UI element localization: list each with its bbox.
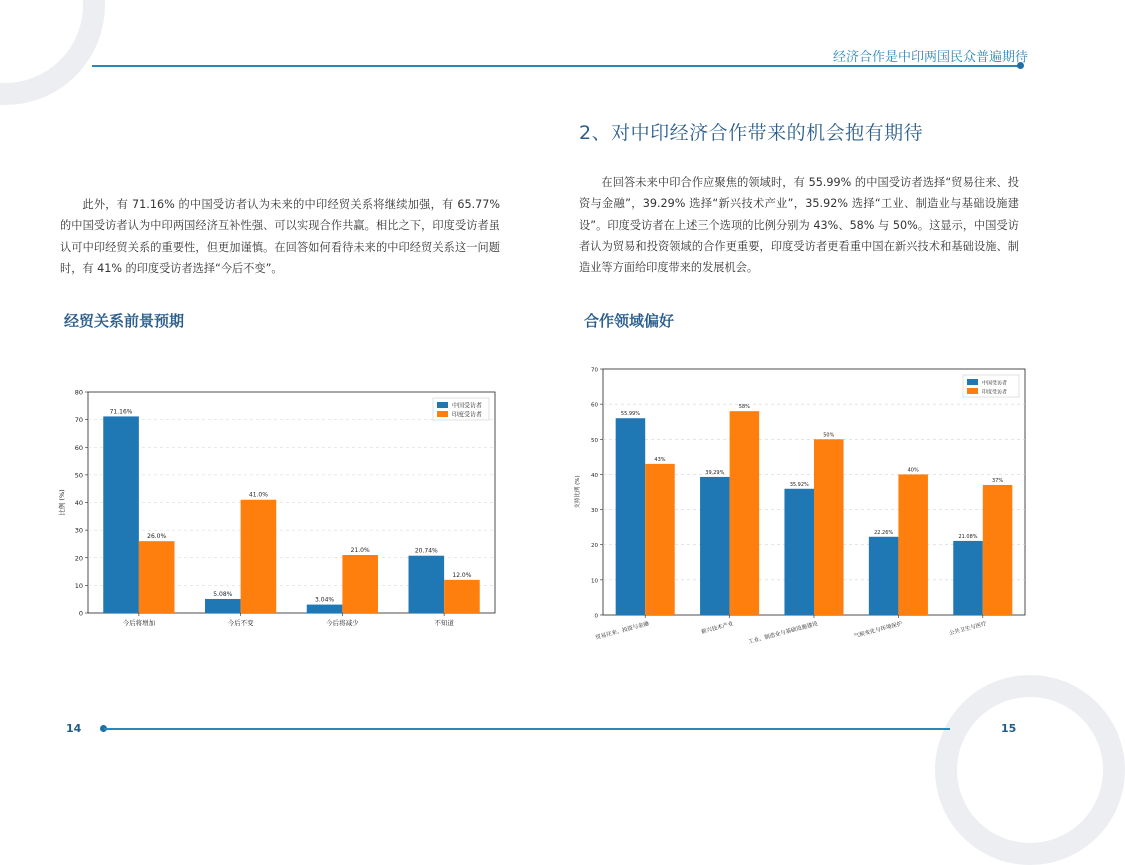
legend-label: 印度受访者 bbox=[982, 389, 1008, 396]
bar-china bbox=[700, 477, 730, 615]
y-tick-label: 10 bbox=[74, 581, 83, 590]
bar-china bbox=[103, 416, 139, 613]
chart-title-cooperation-areas: 合作领域偏好 bbox=[584, 312, 675, 330]
bar-value-label: 22.26% bbox=[874, 529, 894, 536]
bar-china bbox=[869, 537, 899, 615]
bar-china bbox=[205, 599, 241, 613]
chart-title-trade-outlook: 经贸关系前景预期 bbox=[64, 312, 185, 330]
y-tick-label: 50 bbox=[591, 437, 598, 444]
page-number-left: 14 bbox=[66, 722, 82, 735]
x-tick-label: 今后不变 bbox=[227, 619, 254, 627]
decorative-circle-top-left bbox=[0, 0, 105, 105]
legend-label: 中国受访者 bbox=[982, 380, 1008, 387]
bar-india bbox=[730, 411, 760, 615]
x-tick-label: 不知道 bbox=[434, 619, 454, 627]
bar-india bbox=[139, 541, 175, 613]
x-tick-label: 新兴技术产业 bbox=[700, 621, 735, 636]
x-tick-label: 今后将减少 bbox=[326, 619, 359, 627]
x-tick-label: 公共卫生与医疗 bbox=[948, 621, 988, 637]
section-heading: 2、对中印经济合作带来的机会抱有期待 bbox=[579, 122, 924, 144]
y-tick-label: 40 bbox=[591, 472, 598, 479]
y-tick-label: 0 bbox=[78, 609, 83, 618]
bar-value-label: 26.0% bbox=[147, 533, 167, 541]
bar-value-label: 21.0% bbox=[350, 546, 370, 554]
header-rule bbox=[92, 65, 1020, 67]
bar-india bbox=[983, 485, 1013, 615]
y-tick-label: 50 bbox=[74, 471, 83, 480]
bar-india bbox=[898, 474, 928, 615]
right-paragraph: 在回答未来中印合作应聚焦的领域时，有 55.99% 的中国受访者选择“贸易往来、投资与金融”，39.29% 选择“新兴技术产业”，35.92% 选择“工业、制造业与基础设施建设”。印度受访者在上述三个选项的比例分别为 43%、58% 与 50%。这显示，中国受访者认为贸易和投资领域的合作更重要，印度受访者更看重中国在新兴技术和基础设施、制造业等方面给印度带来的发展机会。 bbox=[579, 176, 1019, 275]
y-tick-label: 20 bbox=[74, 554, 83, 563]
left-paragraph: 此外，有 71.16% 的中国受访者认为未来的中印经贸关系将继续加强，有 65.77% 的中国受访者认为中印两国经济互补性强、可以实现合作共赢。相比之下，印度受访者虽认可中印经贸关系的重要性，但更加谨慎。在回答如何看待未来的中印经贸关系这一问题时，有 41% 的印度受访者选择“今后不变”。 bbox=[60, 198, 500, 275]
bar-india bbox=[645, 464, 675, 615]
legend-swatch bbox=[967, 388, 978, 394]
bar-value-label: 21.08% bbox=[958, 533, 978, 540]
y-tick-label: 30 bbox=[591, 508, 598, 515]
x-tick-label: 气候变化与环境保护 bbox=[853, 621, 903, 640]
x-tick-label: 工业、制造业与基础设施建设 bbox=[747, 621, 819, 646]
decorative-circle-bottom-right bbox=[935, 675, 1125, 865]
bar-value-label: 41.0% bbox=[248, 491, 268, 499]
x-tick-label: 贸易往来、投资与金融 bbox=[595, 621, 650, 642]
legend-swatch bbox=[437, 411, 448, 417]
bar-value-label: 50% bbox=[823, 432, 835, 439]
y-axis-label: 支持比例 (%) bbox=[575, 475, 581, 509]
y-tick-label: 60 bbox=[74, 443, 83, 452]
y-tick-label: 10 bbox=[591, 578, 598, 585]
bar-india bbox=[814, 439, 844, 615]
bar-value-label: 39.29% bbox=[705, 469, 725, 476]
bar-value-label: 20.74% bbox=[414, 547, 438, 555]
cooperation-areas-bar-chart bbox=[575, 362, 1033, 652]
bar-india bbox=[342, 555, 378, 613]
bar-china bbox=[784, 489, 814, 615]
y-axis-label: 比例 (%) bbox=[58, 489, 66, 516]
x-tick-label: 今后将增加 bbox=[122, 619, 156, 627]
bar-value-label: 12.0% bbox=[452, 571, 472, 579]
bar-value-label: 3.04% bbox=[315, 596, 335, 604]
y-tick-label: 30 bbox=[74, 526, 83, 535]
running-header-title: 经济合作是中印两国民众普遍期待 bbox=[832, 50, 1028, 65]
legend-swatch bbox=[437, 402, 448, 408]
bar-value-label: 55.99% bbox=[620, 411, 640, 418]
bar-value-label: 43% bbox=[654, 456, 666, 463]
y-tick-label: 40 bbox=[74, 499, 83, 507]
bar-china bbox=[307, 605, 343, 613]
bar-value-label: 37% bbox=[992, 477, 1004, 484]
y-tick-label: 60 bbox=[591, 402, 598, 409]
y-tick-label: 80 bbox=[74, 388, 83, 397]
bar-india bbox=[444, 580, 480, 613]
bar-value-label: 5.08% bbox=[213, 590, 233, 598]
y-tick-label: 0 bbox=[594, 613, 598, 620]
bar-china bbox=[953, 541, 983, 615]
bar-value-label: 40% bbox=[907, 467, 919, 474]
footer-rule bbox=[104, 728, 950, 730]
bar-value-label: 58% bbox=[738, 404, 750, 411]
bar-value-label: 35.92% bbox=[789, 481, 809, 488]
y-tick-label: 70 bbox=[74, 416, 83, 425]
legend-label: 印度受访者 bbox=[452, 411, 483, 419]
trade-outlook-bar-chart bbox=[58, 385, 503, 635]
bar-value-label: 71.16% bbox=[109, 408, 133, 416]
bar-china bbox=[616, 418, 646, 615]
y-tick-label: 70 bbox=[591, 367, 598, 374]
bar-china bbox=[409, 556, 445, 613]
bar-india bbox=[241, 500, 277, 613]
legend-swatch bbox=[967, 379, 978, 385]
page-number-right: 15 bbox=[1001, 722, 1017, 735]
legend-label: 中国受访者 bbox=[452, 402, 483, 410]
y-tick-label: 20 bbox=[591, 543, 598, 550]
